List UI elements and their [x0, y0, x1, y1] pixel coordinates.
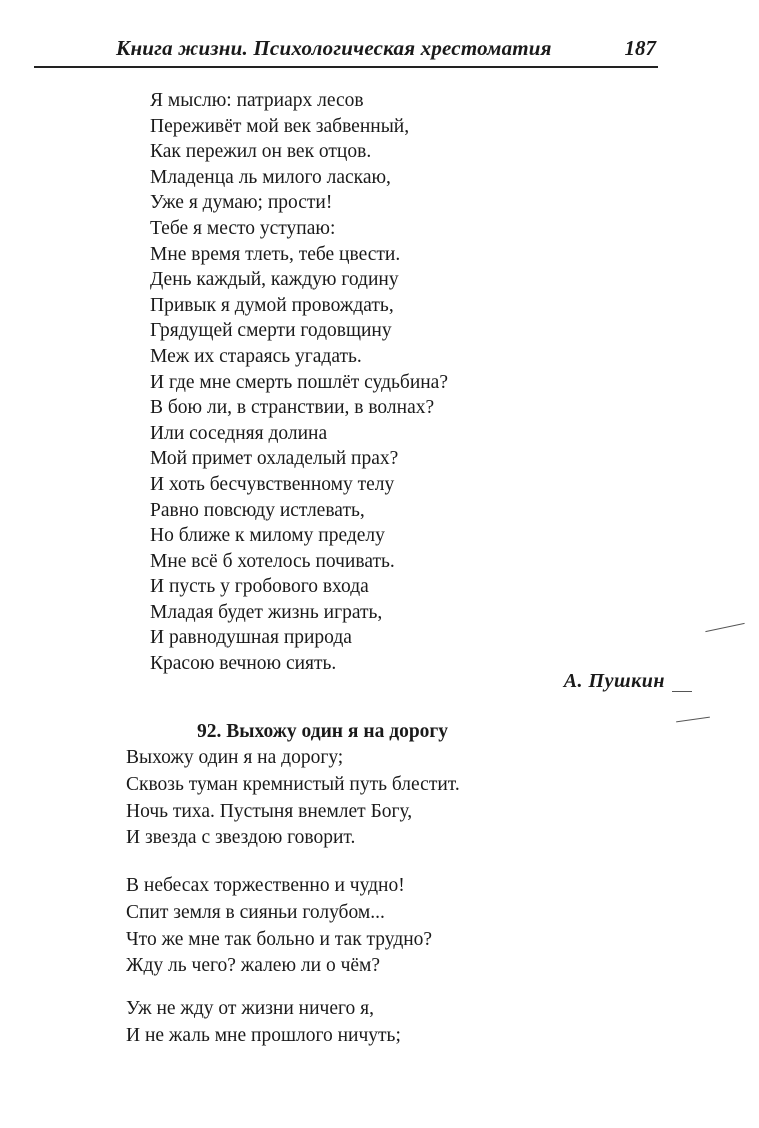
poem-line: Уже я думаю; прости!: [150, 192, 333, 214]
poem-line: Уж не жду от жизни ничего я,: [126, 998, 374, 1019]
poem-line: Младенца ль милого ласкаю,: [150, 166, 391, 188]
poem-line: День каждый, каждую годину: [150, 269, 399, 291]
poem-line: Младая будет жизнь играть,: [150, 601, 383, 623]
poem-line: И равнодушная природа: [150, 627, 352, 649]
poem1-author: А. Пушкин: [563, 670, 665, 692]
poem-line: Сквозь туман кремнистый путь блестит.: [126, 773, 460, 795]
poem-line: Спит земля в сияньи голубом...: [126, 901, 385, 923]
poem-line: Привык я думой провождать,: [150, 294, 394, 316]
poem-line: Но ближе к милому пределу: [150, 525, 385, 547]
poem-line: Я мыслю: патриарх лесов: [150, 90, 364, 111]
poem-line: Мой примет охладелый прах?: [150, 448, 399, 470]
poem-line: Тебе я место уступаю:: [150, 217, 336, 239]
poem-line: В небесах торжественно и чудно!: [126, 875, 405, 896]
running-header: [34, 30, 658, 68]
poem-line: И хоть бесчувственному телу: [150, 473, 395, 495]
poem-line: И где мне смерть пошлёт судьбина?: [150, 371, 448, 393]
poem-line: Как пережил он век отцов.: [150, 141, 372, 163]
poem-line: Ночь тиха. Пустыня внемлет Богу,: [126, 800, 413, 822]
poem-line: В бою ли, в странствии, в волнах?: [150, 397, 435, 419]
poem-line: Жду ль чего? жалею ли о чём?: [126, 955, 381, 977]
poem-line: Что же мне так больно и так трудно?: [126, 928, 433, 950]
poem-line: Красою вечною сиять.: [150, 653, 337, 675]
poem-line: Равно повсюду истлевать,: [150, 499, 365, 521]
poem-line: Или соседняя долина: [150, 422, 328, 444]
poem-line: Переживёт мой век забвенный,: [150, 115, 410, 137]
poem2-stanza-3: [126, 996, 401, 1050]
poem-line: И пусть у гробового входа: [150, 576, 369, 598]
poem2-stanza-2: [126, 873, 432, 980]
poem-line: Выхожу один я на дорогу;: [126, 747, 344, 768]
poem-line: Мне время тлеть, тебе цвести.: [150, 243, 401, 265]
poem2-stanza-1: [126, 745, 460, 852]
margin-pencil-mark: [672, 691, 692, 692]
margin-pencil-mark: [705, 623, 744, 632]
poem2-title: 92. Выхожу один я на дорогу: [197, 721, 449, 742]
poem1-text: [150, 88, 448, 677]
book-title: Книга жизни. Психологическая хрестоматия: [116, 36, 552, 60]
margin-pencil-mark: [676, 717, 710, 723]
poem-line: И не жаль мне прошлого ничуть;: [126, 1024, 401, 1046]
poem-line: И звезда с звездою говорит.: [126, 827, 356, 849]
poem-line: Мне всё б хотелось почивать.: [150, 550, 395, 572]
poem-line: Грядущей смерти годовщину: [150, 320, 392, 342]
page-number: 187: [624, 36, 656, 60]
poem-line: Меж их стараясь угадать.: [150, 345, 362, 367]
